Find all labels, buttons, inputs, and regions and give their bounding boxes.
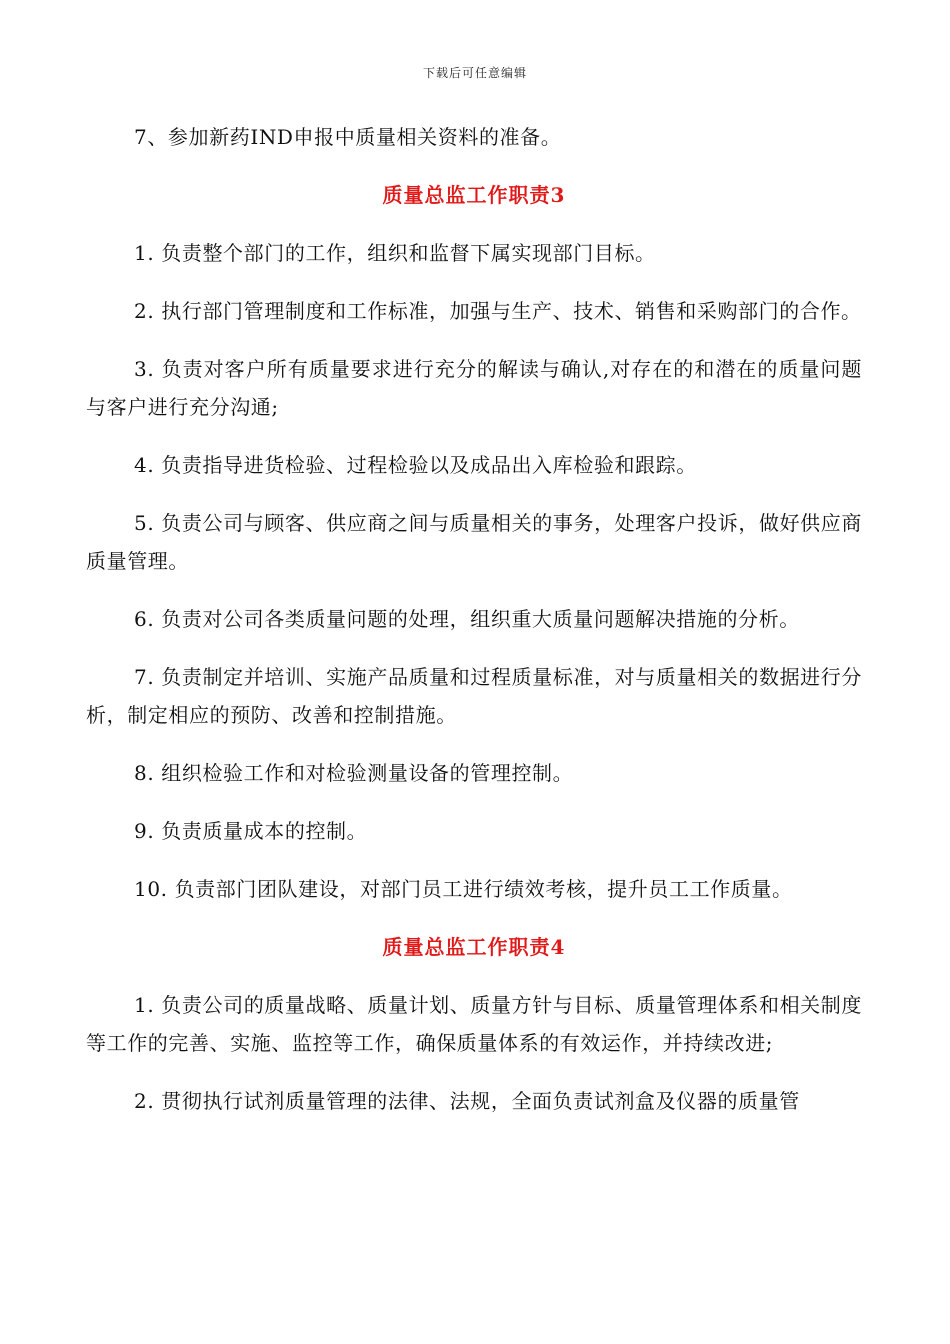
paragraph-duty-7: 7. 负责制定并培训、实施产品质量和过程质量标准，对与质量相关的数据进行分析，制定相应的预防、改善和控制措施。 <box>86 665 862 727</box>
paragraph-duty-2: 2. 执行部门管理制度和工作标准，加强与生产、技术、销售和采购部门的合作。 <box>134 299 862 323</box>
paragraph-duty-4: 4. 负责指导进货检验、过程检验以及成品出入库检验和跟踪。 <box>134 453 697 477</box>
paragraph-duty-8: 8. 组织检验工作和对检验测量设备的管理控制。 <box>134 761 574 785</box>
paragraph-duty-4-2: 2. 贯彻执行试剂质量管理的法律、法规，全面负责试剂盒及仪器的质量管 <box>134 1089 800 1113</box>
page-header-note: 下载后可任意编辑 <box>422 66 527 80</box>
paragraph-duty-3: 3. 负责对客户所有质量要求进行充分的解读与确认,对存在的和潜在的质量问题与客户进行充分沟通; <box>86 357 862 419</box>
paragraph-duty-9: 9. 负责质量成本的控制。 <box>134 819 368 843</box>
paragraph-duty-6: 6. 负责对公司各类质量问题的处理，组织重大质量问题解决措施的分析。 <box>134 607 800 631</box>
paragraph-duty-10: 10. 负责部门团队建设，对部门员工进行绩效考核，提升员工工作质量。 <box>134 877 793 901</box>
paragraph-prev-item-7: 7、参加新药IND申报中质量相关资料的准备。 <box>134 125 562 149</box>
paragraph-duty-1: 1. 负责整个部门的工作，组织和监督下属实现部门目标。 <box>134 241 656 265</box>
document-body <box>86 118 862 1140</box>
paragraph-duty-5: 5. 负责公司与顾客、供应商之间与质量相关的事务，处理客户投诉，做好供应商质量管理。 <box>86 511 862 573</box>
paragraph-duty-4-1: 1. 负责公司的质量战略、质量计划、质量方针与目标、质量管理体系和相关制度等工作的完善、实施、监控等工作，确保质量体系的有效运作，并持续改进; <box>86 993 862 1055</box>
section-heading-duties-3: 质量总监工作职责3 <box>382 183 566 207</box>
section-heading-duties-4: 质量总监工作职责4 <box>382 935 566 959</box>
